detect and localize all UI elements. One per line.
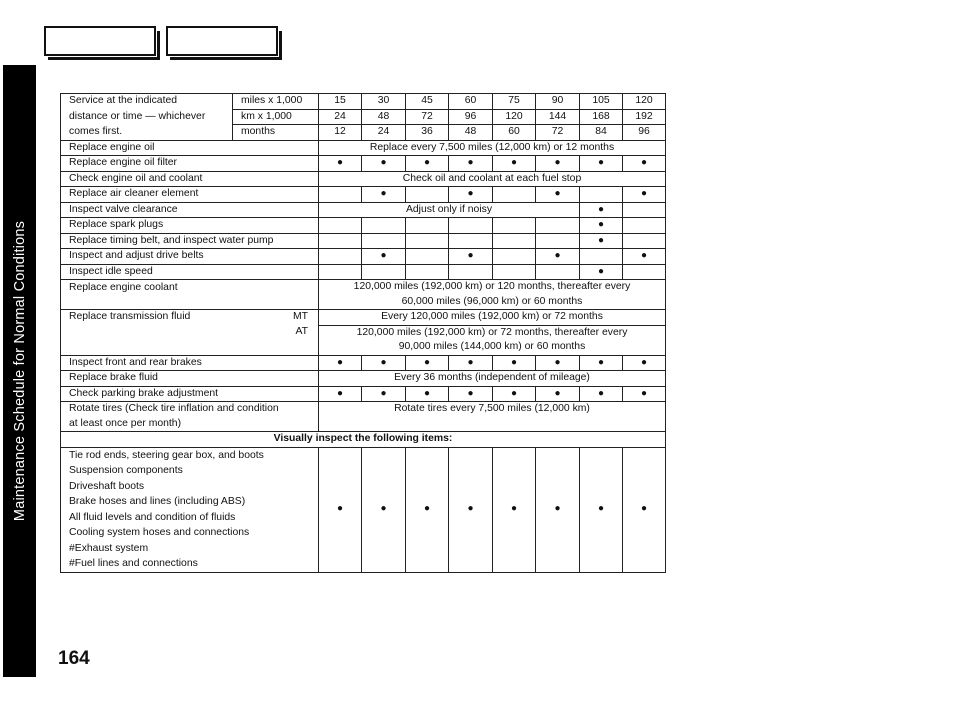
list-item: All fluid levels and condition of fluids: [69, 511, 236, 523]
months-cell: 48: [449, 125, 493, 141]
service-dot: ●: [493, 156, 536, 172]
trans-label: Replace transmission fluid: [69, 311, 191, 323]
km-cell: 48: [362, 109, 406, 125]
service-dot: ●: [580, 218, 623, 234]
unit-km: km x 1,000: [233, 109, 319, 125]
row-label: Replace brake fluid: [61, 371, 319, 387]
km-cell: 72: [406, 109, 449, 125]
row-label: Replace timing belt, and inspect water pump: [61, 233, 319, 249]
service-dot: ●: [493, 447, 536, 572]
service-dot: ●: [623, 386, 666, 402]
row-note: Adjust only if noisy: [319, 202, 580, 218]
visual-inspect-heading: Visually inspect the following items:: [61, 432, 666, 448]
row-note: Replace every 7,500 miles (12,000 km) or 12 months: [319, 140, 666, 156]
row-label: Inspect front and rear brakes: [61, 355, 319, 371]
months-cell: 96: [623, 125, 666, 141]
table-row: [61, 371, 666, 387]
row-label: Check parking brake adjustment: [61, 386, 319, 402]
empty-cell: [406, 187, 449, 203]
row-note: Every 36 months (independent of mileage): [319, 371, 666, 387]
row-label-spacer: [61, 340, 319, 355]
service-dot: ●: [319, 447, 362, 572]
service-dot: ●: [623, 187, 666, 203]
km-cell: 144: [536, 109, 580, 125]
list-item: #Exhaust system: [69, 542, 149, 554]
row-label: Inspect idle speed: [61, 264, 319, 280]
km-cell: 168: [580, 109, 623, 125]
table-row: [61, 140, 666, 156]
header-row-km: [61, 109, 666, 125]
page-number: 164: [58, 648, 90, 669]
table-row: [61, 432, 666, 448]
row-label: Replace engine coolant: [61, 280, 319, 310]
empty-cell: [536, 218, 580, 234]
miles-cell: 60: [449, 94, 493, 110]
service-dot: ●: [536, 156, 580, 172]
section-sidebar: [3, 65, 36, 677]
empty-cell: [493, 218, 536, 234]
miles-cell: 45: [406, 94, 449, 110]
service-dot: ●: [449, 355, 493, 371]
empty-cell: [623, 264, 666, 280]
empty-cell: [449, 233, 493, 249]
service-dot: ●: [449, 156, 493, 172]
empty-cell: [319, 264, 362, 280]
list-item: Brake hoses and lines (including ABS): [69, 496, 246, 507]
service-dot: ●: [406, 386, 449, 402]
service-dot: ●: [362, 355, 406, 371]
service-label-line: Service at the indicated: [61, 94, 233, 110]
row-label-line: at least once per month): [61, 417, 319, 432]
service-dot: ●: [536, 386, 580, 402]
empty-cell: [362, 264, 406, 280]
empty-cell: [362, 233, 406, 249]
trans-at-label: AT: [295, 326, 308, 338]
km-cell: 24: [319, 109, 362, 125]
table-row: [61, 171, 666, 187]
empty-cell: [493, 233, 536, 249]
visual-items-list: [61, 447, 319, 572]
unit-months: months: [233, 125, 319, 141]
miles-cell: 75: [493, 94, 536, 110]
service-dot: ●: [623, 355, 666, 371]
miles-cell: 105: [580, 94, 623, 110]
row-note-line: 60,000 miles (96,000 km) or 60 months: [319, 295, 666, 310]
service-dot: ●: [623, 249, 666, 265]
table-row: [61, 218, 666, 234]
service-dot: ●: [536, 249, 580, 265]
service-dot: ●: [536, 187, 580, 203]
empty-cell: [536, 264, 580, 280]
row-label: Replace engine oil: [61, 140, 319, 156]
service-dot: ●: [580, 355, 623, 371]
service-dot: ●: [319, 386, 362, 402]
months-cell: 24: [362, 125, 406, 141]
row-label: Check engine oil and coolant: [61, 171, 319, 187]
service-dot: ●: [449, 249, 493, 265]
table-row: [61, 156, 666, 172]
table-row: [61, 386, 666, 402]
row-label: Inspect valve clearance: [61, 202, 319, 218]
service-dot: ●: [319, 355, 362, 371]
row-label: Replace air cleaner element: [61, 187, 319, 203]
miles-cell: 90: [536, 94, 580, 110]
service-dot: ●: [623, 447, 666, 572]
row-label: [61, 310, 319, 326]
list-item: #Fuel lines and connections: [69, 558, 198, 569]
service-dot: ●: [493, 355, 536, 371]
row-note-line: 120,000 miles (192,000 km) or 120 months, thereafter every: [319, 280, 666, 295]
visual-items-row: [61, 447, 666, 572]
empty-cell: [493, 264, 536, 280]
empty-cell: [536, 233, 580, 249]
nav-box-left[interactable]: [44, 26, 156, 56]
service-dot: ●: [493, 386, 536, 402]
table-row: [61, 187, 666, 203]
km-cell: 192: [623, 109, 666, 125]
service-dot: ●: [580, 156, 623, 172]
row-note-line: 120,000 miles (192,000 km) or 72 months, thereafter every: [319, 325, 666, 340]
empty-cell: [623, 202, 666, 218]
service-dot: ●: [406, 447, 449, 572]
empty-cell: [493, 187, 536, 203]
table-row: [61, 355, 666, 371]
miles-cell: 120: [623, 94, 666, 110]
empty-cell: [406, 233, 449, 249]
list-item: Tie rod ends, steering gear box, and boots: [69, 449, 264, 461]
empty-cell: [406, 249, 449, 265]
empty-cell: [449, 218, 493, 234]
row-label-line: Rotate tires (Check tire inflation and condition: [61, 402, 319, 417]
empty-cell: [623, 233, 666, 249]
empty-cell: [580, 249, 623, 265]
months-cell: 12: [319, 125, 362, 141]
service-dot: ●: [449, 447, 493, 572]
row-note: Check oil and coolant at each fuel stop: [319, 171, 666, 187]
service-dot: ●: [406, 156, 449, 172]
list-item: Suspension components: [69, 465, 183, 476]
table-row: [61, 325, 666, 340]
service-dot: ●: [362, 187, 406, 203]
table-row: [61, 402, 666, 417]
service-dot: ●: [362, 386, 406, 402]
maintenance-schedule-table: [60, 93, 666, 573]
empty-cell: [623, 218, 666, 234]
months-cell: 36: [406, 125, 449, 141]
service-dot: ●: [536, 355, 580, 371]
service-dot: ●: [362, 249, 406, 265]
service-dot: ●: [406, 355, 449, 371]
service-dot: ●: [319, 156, 362, 172]
service-dot: ●: [536, 447, 580, 572]
empty-cell: [319, 218, 362, 234]
unit-miles: miles x 1,000: [233, 94, 319, 110]
empty-cell: [319, 233, 362, 249]
trans-mt-label: MT: [292, 311, 308, 323]
empty-cell: [406, 218, 449, 234]
service-dot: ●: [580, 233, 623, 249]
service-label-line: distance or time — whichever: [61, 109, 233, 125]
empty-cell: [319, 187, 362, 203]
table-row: [61, 310, 666, 326]
table-row: [61, 202, 666, 218]
empty-cell: [319, 249, 362, 265]
table-row: [61, 264, 666, 280]
miles-cell: 30: [362, 94, 406, 110]
table-row: [61, 249, 666, 265]
header-row-miles: [61, 94, 666, 110]
row-label: Inspect and adjust drive belts: [61, 249, 319, 265]
km-cell: 120: [493, 109, 536, 125]
service-dot: ●: [580, 447, 623, 572]
service-dot: ●: [449, 386, 493, 402]
service-dot: ●: [362, 447, 406, 572]
service-dot: ●: [362, 156, 406, 172]
miles-cell: 15: [319, 94, 362, 110]
months-cell: 84: [580, 125, 623, 141]
list-item: Cooling system hoses and connections: [69, 527, 250, 538]
list-item: Driveshaft boots: [69, 480, 145, 492]
section-title: Maintenance Schedule for Normal Conditions: [11, 220, 28, 522]
table-row: [61, 280, 666, 295]
service-dot: ●: [580, 202, 623, 218]
empty-cell: [449, 264, 493, 280]
row-note: Rotate tires every 7,500 miles (12,000 km): [319, 402, 666, 432]
empty-cell: [493, 249, 536, 265]
km-cell: 96: [449, 109, 493, 125]
empty-cell: [362, 218, 406, 234]
empty-cell: [580, 187, 623, 203]
row-label: Replace engine oil filter: [61, 156, 319, 172]
row-note: Every 120,000 miles (192,000 km) or 72 months: [319, 310, 666, 326]
service-dot: ●: [449, 187, 493, 203]
service-dot: ●: [580, 386, 623, 402]
row-note-line: 90,000 miles (144,000 km) or 60 months: [319, 340, 666, 355]
table-row: [61, 233, 666, 249]
empty-cell: [406, 264, 449, 280]
nav-box-right[interactable]: [166, 26, 278, 56]
service-label-line: comes first.: [61, 125, 233, 141]
row-label: [61, 325, 319, 340]
service-dot: ●: [580, 264, 623, 280]
row-label: Replace spark plugs: [61, 218, 319, 234]
service-dot: ●: [623, 156, 666, 172]
table-row: [61, 340, 666, 355]
months-cell: 60: [493, 125, 536, 141]
header-row-months: [61, 125, 666, 141]
months-cell: 72: [536, 125, 580, 141]
